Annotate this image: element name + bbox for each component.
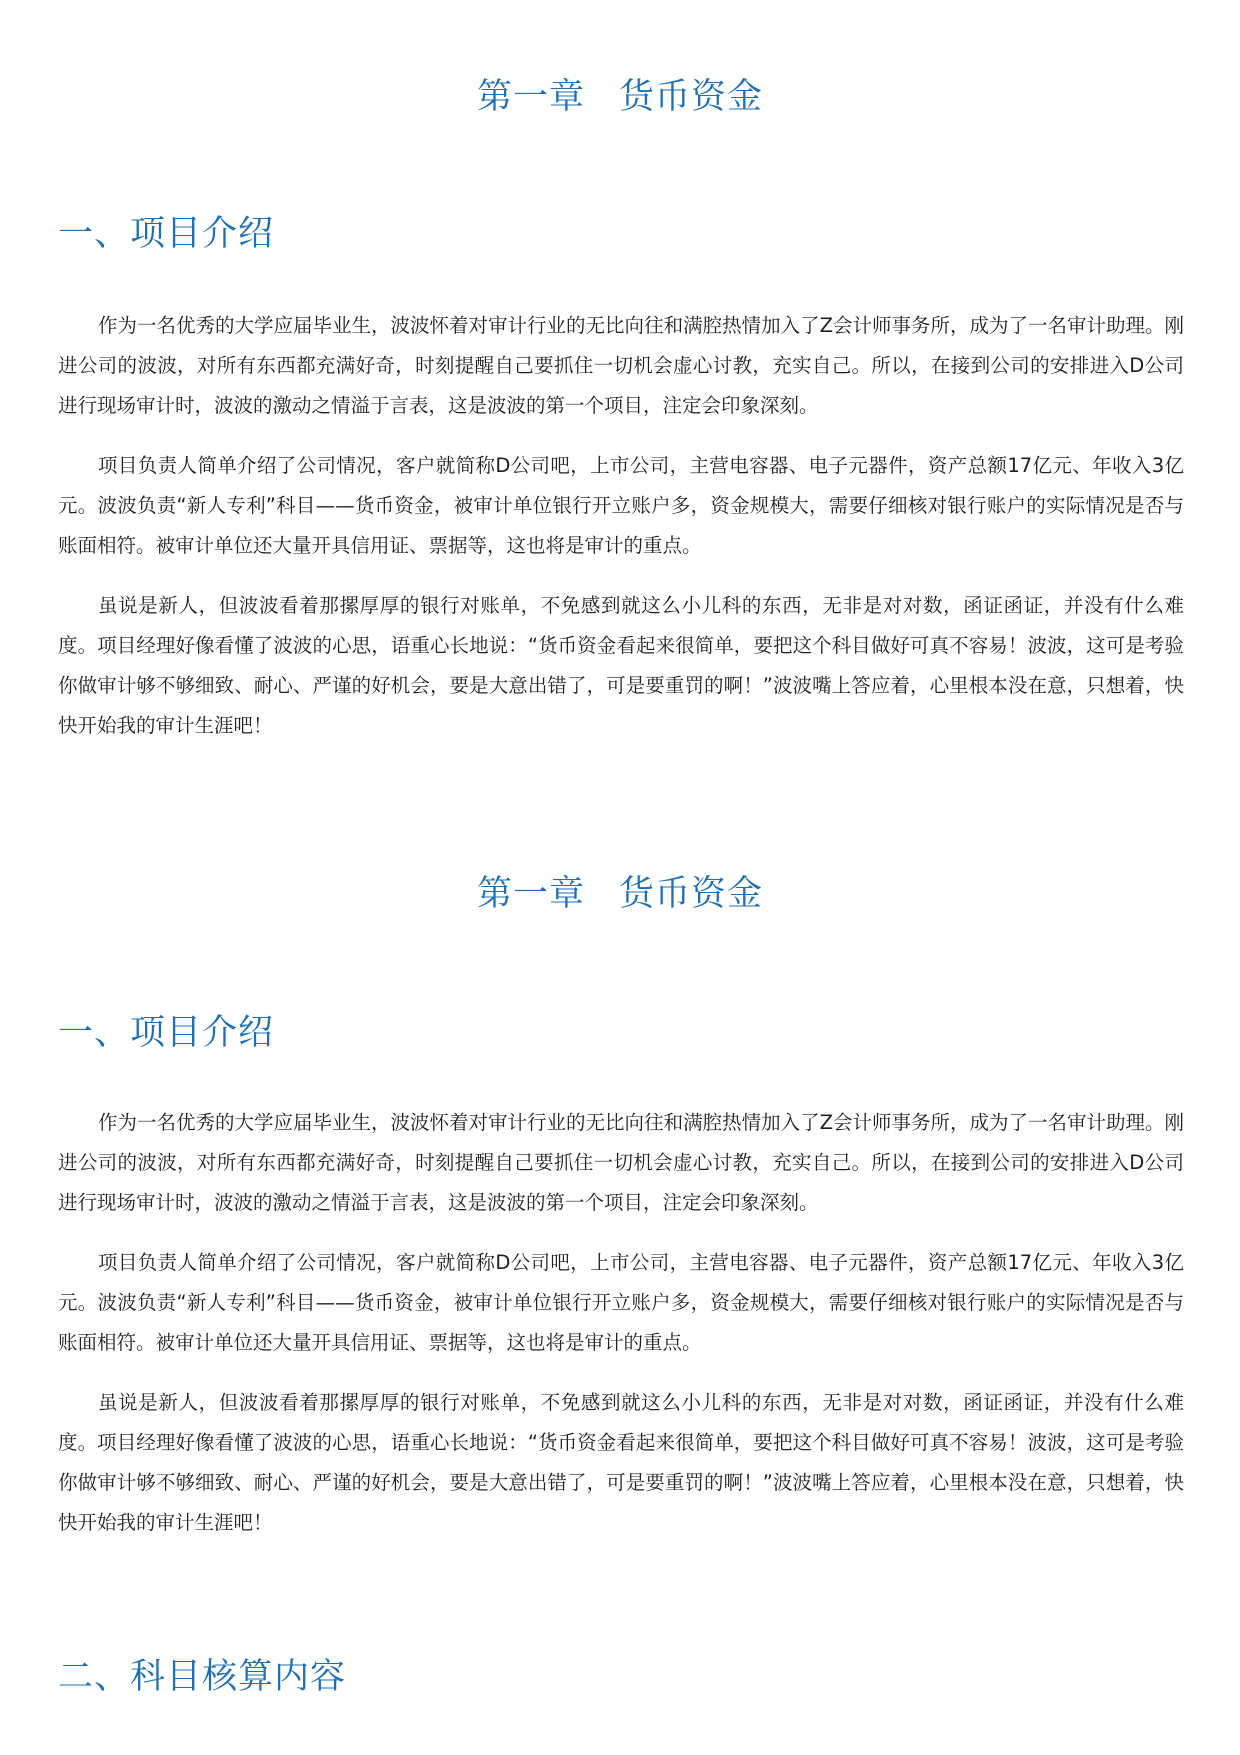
- paragraph-company-info-repeat: 项目负责人简单介绍了公司情况，客户就简称D公司吧，上市公司，主营电容器、电子元器件，资产总额17亿元、年收入3亿元。波波负责“新人专利”科目——货币资金，被审计单位银行开立账户多，资金规模大，需要仔细核对银行账户的实际情况是否与账面相符。被审计单位还大量开具信用证、票据等，这也将是审计的重点。: [58, 1251, 1184, 1354]
- chapter-number: 第一章: [476, 77, 585, 117]
- chapter-name-repeat: 货币资金: [619, 874, 764, 914]
- paragraph-company-info: 项目负责人简单介绍了公司情况，客户就简称D公司吧，上市公司，主营电容器、电子元器件，资产总额17亿元、年收入3亿元。波波负责“新人专利”科目——货币资金，被审计单位银行开立账户多，资金规模大，需要仔细核对银行账户的实际情况是否与账面相符。被审计单位还大量开具信用证、票据等，这也将是审计的重点。: [58, 454, 1184, 557]
- chapter-title: [0, 72, 1240, 122]
- chapter-number-repeat: 第一章: [476, 874, 585, 914]
- chapter-title-repeat: [0, 869, 1240, 919]
- paragraph-newcomer-repeat: 虽说是新人，但波波看着那摞厚厚的银行对账单，不免感到就这么小儿科的东西，无非是对对数，函证函证，并没有什么难度。项目经理好像看懂了波波的心思，语重心长地说：“货币资金看起来很简单，要把这个科目做好可真不容易！波波，这可是考验你做审计够不够细致、耐心、严谨的好机会，要是大意出错了，可是要重罚的啊！”波波嘴上答应着，心里根本没在意，只想着，快快开始我的审计生涯吧！: [58, 1391, 1184, 1534]
- paragraph-newcomer: 虽说是新人，但波波看着那摞厚厚的银行对账单，不免感到就这么小儿科的东西，无非是对对数，函证函证，并没有什么难度。项目经理好像看懂了波波的心思，语重心长地说：“货币资金看起来很简单，要把这个科目做好可真不容易！波波，这可是考验你做审计够不够细致、耐心、严谨的好机会，要是大意出错了，可是要重罚的啊！”波波嘴上答应着，心里根本没在意，只想着，快快开始我的审计生涯吧！: [58, 594, 1184, 737]
- paragraph-intro: 作为一名优秀的大学应届毕业生，波波怀着对审计行业的无比向往和满腔热情加入了Z会计师事务所，成为了一名审计助理。刚进公司的波波，对所有东西都充满好奇，时刻提醒自己要抓住一切机会虚心讨教，充实自己。所以，在接到公司的安排进入D公司进行现场审计时，波波的激动之情溢于言表，这是波波的第一个项目，注定会印象深刻。: [58, 314, 1184, 417]
- paragraph-intro-repeat: 作为一名优秀的大学应届毕业生，波波怀着对审计行业的无比向往和满腔热情加入了Z会计师事务所，成为了一名审计助理。刚进公司的波波，对所有东西都充满好奇，时刻提醒自己要抓住一切机会虚心讨教，充实自己。所以，在接到公司的安排进入D公司进行现场审计时，波波的激动之情溢于言表，这是波波的第一个项目，注定会印象深刻。: [58, 1111, 1184, 1214]
- chapter-name: 货币资金: [619, 77, 764, 117]
- section-title-project-intro-repeat: 一、项目介绍: [58, 1013, 275, 1053]
- section-title-project-intro: 一、项目介绍: [58, 214, 275, 254]
- section-title-account-content: 二、科目核算内容: [58, 1657, 347, 1697]
